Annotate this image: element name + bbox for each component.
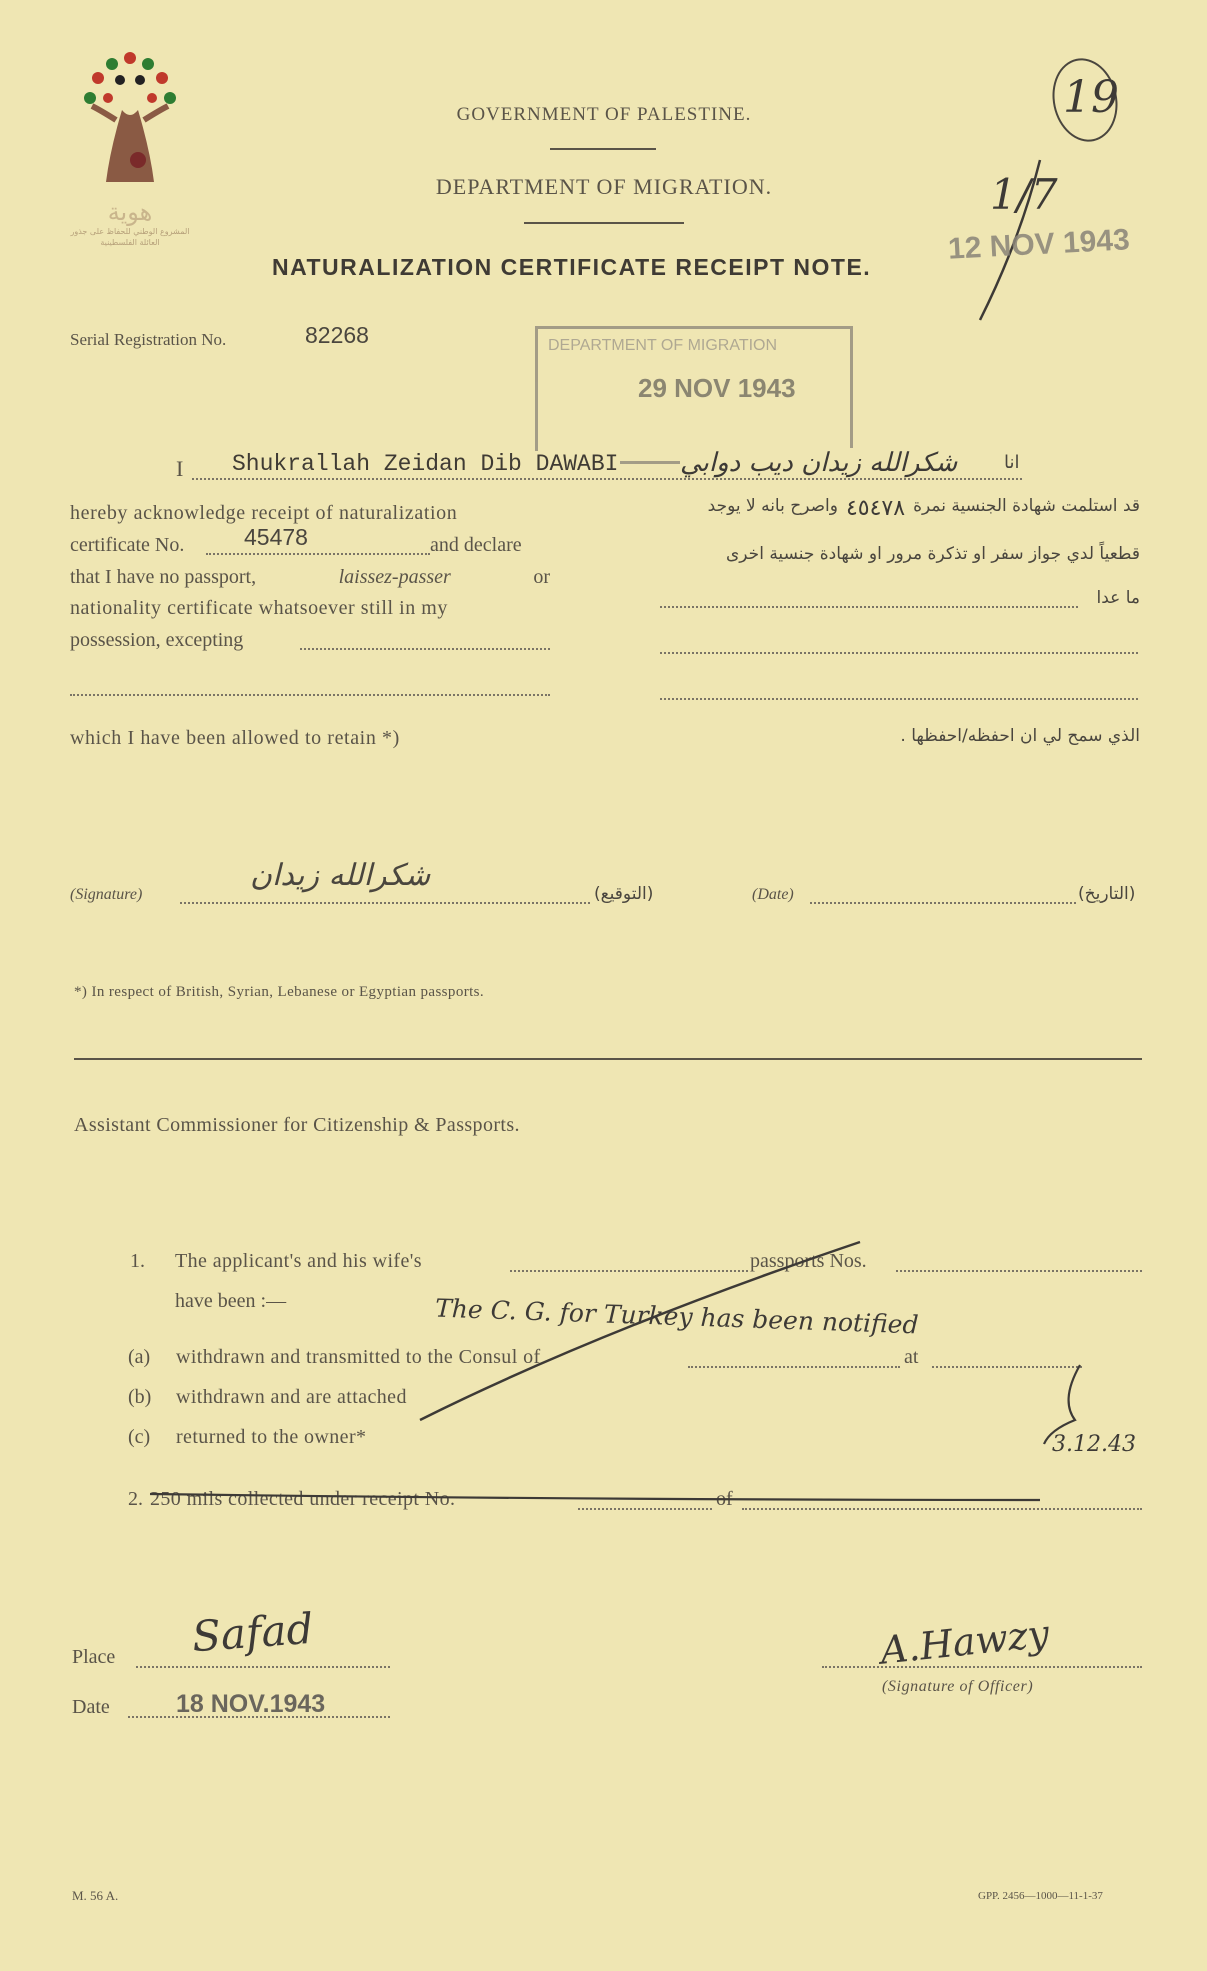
item1-passports: passports Nos.	[750, 1250, 867, 1272]
stamp-date: 29 NOV 1943	[638, 373, 796, 403]
stamp-department: DEPARTMENT OF MIGRATION	[548, 337, 778, 354]
item2-number: 2.	[128, 1488, 143, 1510]
date-stamp: 12 NOV 1943	[947, 223, 1131, 266]
item-a-label: (a)	[128, 1346, 151, 1368]
item1-text: The applicant's and his wife's	[175, 1250, 422, 1272]
header-department: DEPARTMENT OF MIGRATION.	[435, 174, 773, 199]
declaration-prefix: I	[176, 456, 184, 481]
ar-prefix: انا	[1004, 452, 1020, 473]
officer-dotted-line	[822, 1666, 1142, 1668]
place-value: Safad	[190, 1603, 315, 1662]
commissioner-heading: Assistant Commissioner for Citizenship & Passports.	[74, 1114, 520, 1136]
item-c-text: returned to the owner*	[176, 1426, 367, 1448]
logo-text: هوية	[107, 198, 153, 226]
declaration-line3-a: that I have no passport,	[70, 566, 257, 588]
declaration-line5: possession, excepting	[70, 629, 244, 651]
officer-label: (Signature of Officer)	[882, 1678, 1034, 1695]
retain-text: which I have been allowed to retain *)	[70, 727, 400, 749]
declaration-line1: hereby acknowledge receipt of naturalization	[70, 502, 458, 524]
serial-label: Serial Registration No.	[70, 330, 227, 349]
logo-subtitle: المشروع الوطني للحفاظ على جذور العائلة الفلسطينية	[70, 227, 190, 247]
page-title: NATURALIZATION CERTIFICATE RECEIPT NOTE.	[272, 254, 872, 280]
footnote: *) In respect of British, Syrian, Lebanese or Egyptian passports.	[74, 984, 485, 1000]
officer-signature: A.Hawzy	[878, 1611, 1052, 1673]
declaration-line4: nationality certificate whatsoever still in my	[70, 597, 448, 619]
initial-date: 3.12.43	[1052, 1432, 1136, 1457]
certificate-number: 45478	[244, 524, 308, 550]
ar-line1: قد استلمت شهادة الجنسية نمرة	[913, 496, 1140, 516]
declaration-line3-italic: laissez-passer	[338, 566, 451, 588]
handwritten-note: The C. G. for Turkey has been notified	[434, 1293, 920, 1340]
item-a-text: withdrawn and transmitted to the Consul of	[176, 1346, 541, 1368]
signature-label: (Signature)	[70, 886, 143, 903]
item-b-text: withdrawn and are attached	[176, 1386, 407, 1408]
item-a-at: at	[904, 1346, 919, 1368]
date-label: (Date)	[752, 886, 794, 903]
ar-cert-no: ٤٥٤٧٨	[845, 496, 906, 521]
ar-declaration-line3: ما عدا	[1096, 588, 1140, 608]
declaration-line2-prefix: certificate No.	[70, 534, 185, 556]
date-label-ar: (التاريخ)	[1078, 884, 1136, 904]
page-number: 19	[1063, 72, 1119, 123]
ar-retain-text: الذي سمح لي ان احفظه/احفظها .	[900, 726, 1140, 746]
item1-number: 1.	[130, 1250, 145, 1272]
ar-declaration-line2: قطعياً لدي جواز سفر او تذكرة مرور او شهادة جنسية اخرى	[726, 544, 1140, 564]
declaration-line2-suffix: and declare	[430, 534, 522, 556]
item2-of: of	[716, 1488, 733, 1510]
ar-line1b: واصرح بانه لا يوجد	[707, 496, 838, 516]
signature-label-ar: (التوقيع)	[594, 884, 654, 904]
serial-value: 82268	[305, 322, 369, 348]
applicant-name-ar: شكرالله زيدان ديب دوابي	[680, 448, 958, 478]
item-b-label: (b)	[128, 1386, 152, 1408]
header-government: GOVERNMENT OF PALESTINE.	[456, 104, 752, 125]
item2-text: 250 mils collected under receipt No.	[150, 1488, 456, 1510]
place-label: Place	[72, 1646, 116, 1668]
applicant-name-en: Shukrallah Zeidan Dib DAWABI	[232, 451, 619, 477]
declaration-line3-b: or	[533, 566, 550, 588]
printer-code: GPP. 2456—1000—11-1-37	[978, 1890, 1103, 1902]
applicant-signature: شكرالله زيدان	[250, 858, 431, 893]
place-dotted-line	[136, 1666, 390, 1668]
form-code: M. 56 A.	[72, 1888, 119, 1903]
item-c-label: (c)	[128, 1426, 151, 1448]
item1-have-been: have been :—	[175, 1290, 287, 1312]
date-footer-value: 18 NOV.1943	[176, 1690, 326, 1718]
fraction-mark: 1/7	[990, 170, 1058, 219]
date-footer-label: Date	[72, 1696, 110, 1718]
